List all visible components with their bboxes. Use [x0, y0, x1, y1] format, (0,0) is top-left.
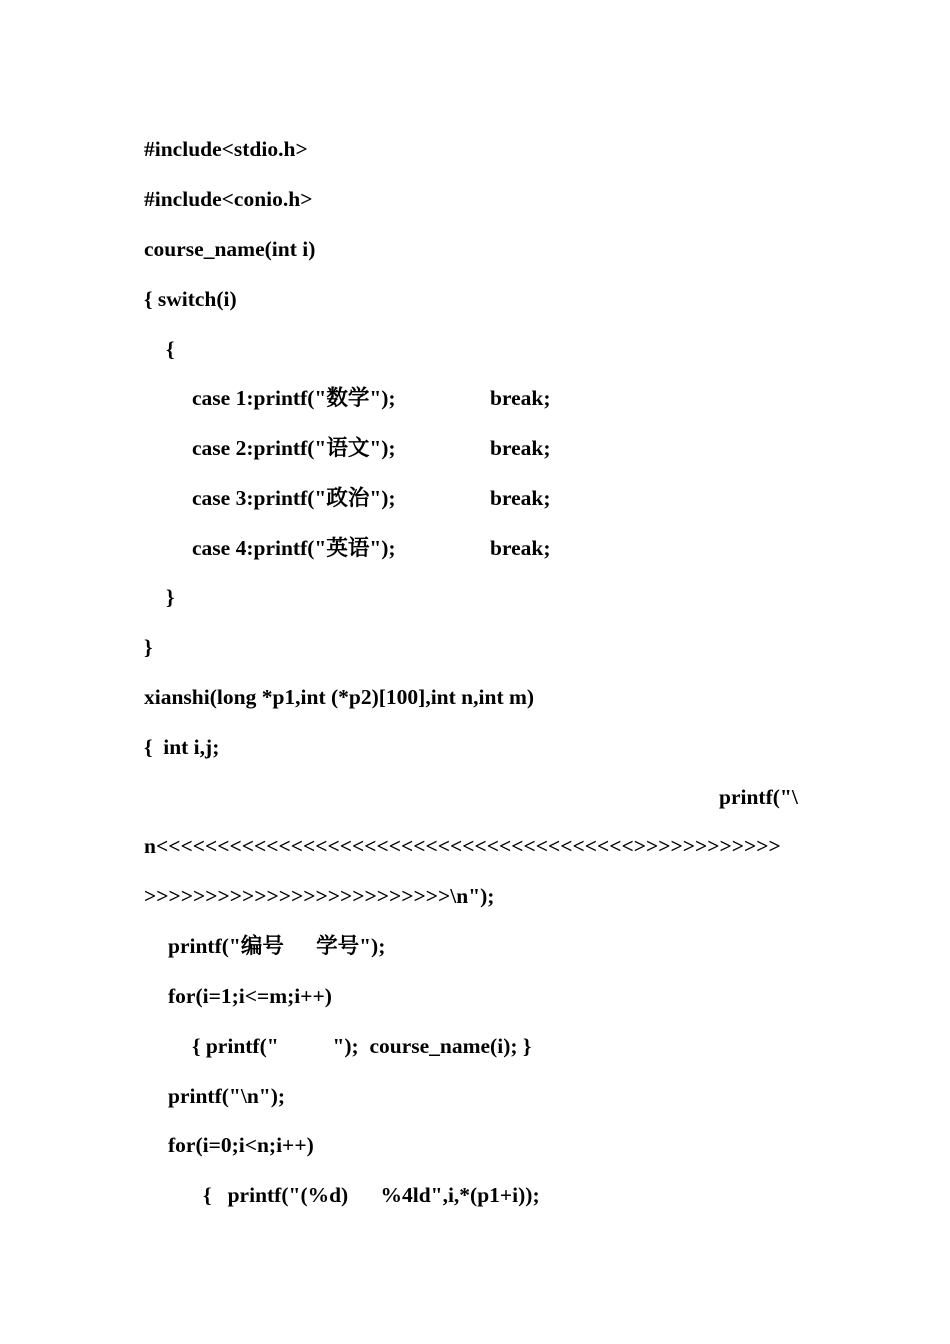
case-3-printf: case 3:printf("政治");: [192, 486, 396, 510]
case-4-printf: case 4:printf("英语");: [192, 536, 396, 560]
code-line-for-m: for(i=1;i<=m;i++): [168, 984, 332, 1008]
code-line-case-1: [0, 382, 950, 414]
code-line-printf-newline: printf("\n");: [168, 1084, 286, 1108]
code-line-printf-arrows-2: >>>>>>>>>>>>>>>>>>>>>>>>>\n");: [144, 884, 495, 908]
code-line-course-name-signature: course_name(int i): [144, 237, 316, 261]
code-line-printf-arrows-1: n<<<<<<<<<<<<<<<<<<<<<<<<<<<<<<<<<<<<<<<>>>>>>>>>>>>: [144, 834, 781, 858]
code-line-open-brace: {: [166, 337, 175, 361]
case-1-break: break;: [490, 386, 551, 410]
code-line-switch: { switch(i): [144, 287, 237, 311]
case-4-break: break;: [490, 536, 551, 560]
code-line-for-n: for(i=0;i<n;i++): [168, 1133, 314, 1157]
code-line-close-brace-outer: }: [144, 635, 153, 659]
code-line-close-brace-inner: }: [166, 585, 175, 609]
code-line-include-stdio: #include<stdio.h>: [144, 137, 308, 161]
case-1-printf: case 1:printf("数学");: [192, 386, 396, 410]
code-line-case-4: [0, 532, 950, 564]
code-line-printf-index: { printf("(%d) %4ld",i,*(p1+i));: [203, 1183, 540, 1207]
case-3-break: break;: [490, 486, 551, 510]
code-line-int-declaration: { int i,j;: [144, 735, 220, 759]
code-line-include-conio: #include<conio.h>: [144, 187, 313, 211]
code-line-printf-header: printf("编号 学号");: [168, 934, 386, 958]
code-line-case-3: [0, 482, 950, 514]
code-line-xianshi-signature: xianshi(long *p1,int (*p2)[100],int n,int m): [144, 685, 535, 709]
case-2-printf: case 2:printf("语文");: [192, 436, 396, 460]
code-line-printf-start: printf("\: [719, 785, 798, 809]
code-line-case-2: [0, 432, 950, 464]
case-2-break: break;: [490, 436, 551, 460]
code-line-printf-course-name: { printf(" "); course_name(i); }: [192, 1034, 532, 1058]
